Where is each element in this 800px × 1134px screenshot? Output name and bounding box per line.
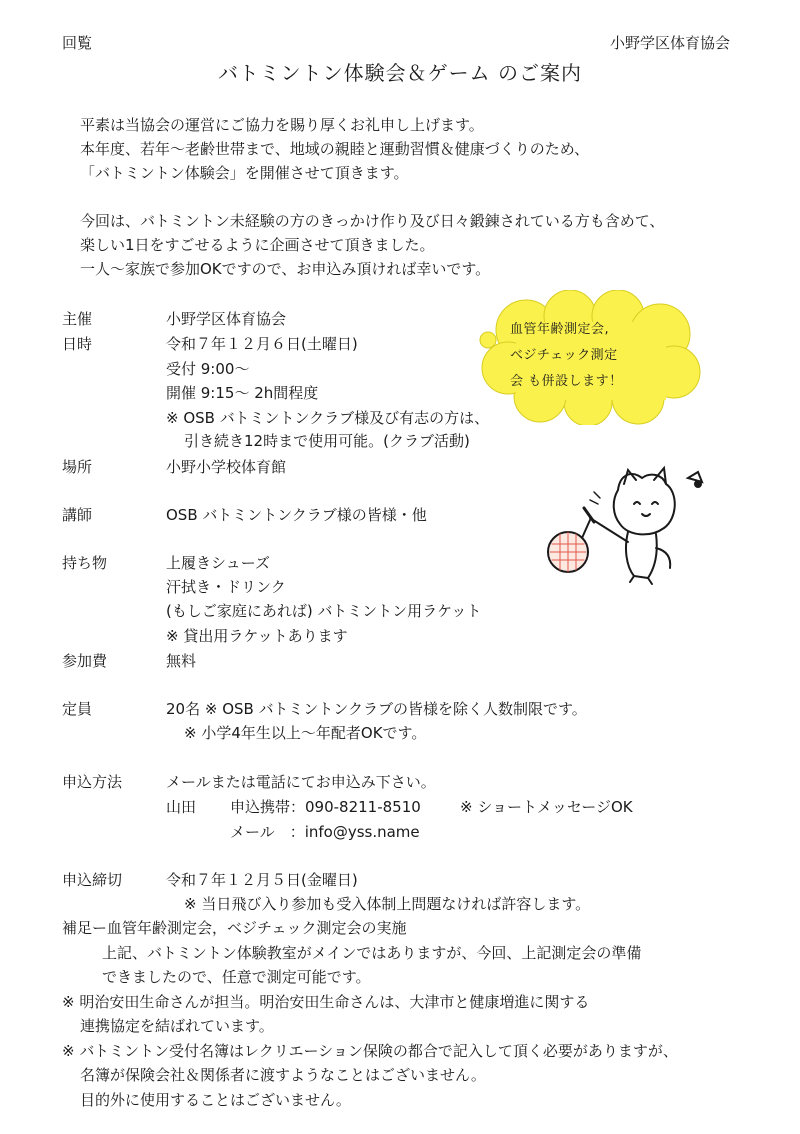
- deadline-value: 令和７年１２月５日(金曜日): [166, 871, 358, 889]
- footer-line: 目的外に使用することはございません。: [80, 1091, 351, 1109]
- fee-value: 無料: [166, 652, 197, 670]
- instructor-value: OSB バトミントンクラブ様の皆様・他: [166, 506, 427, 524]
- fee-label: 参加費: [62, 652, 108, 670]
- place-label: 場所: [62, 458, 93, 476]
- capacity-note: ※ 小学4年生以上～年配者OKです。: [184, 724, 427, 742]
- contact-name: 山田: [166, 798, 197, 816]
- intro-line: 今回は、バトミントン未経験の方のきっかけ作り及び日々鍛錬されている方も含めて、: [80, 212, 665, 230]
- intro-line: 一人～家族で参加OKですので、お申込み頂ければ幸いです。: [80, 260, 491, 278]
- organization-name: 小野学区体育協会: [609, 34, 730, 52]
- instructor-label: 講師: [62, 506, 93, 524]
- contact-phone: 申込携帯：090-8211-8510: [230, 798, 421, 816]
- footer-line: ※ バトミントン受付名簿はレクリエーション保険の都合で記入して頂く必要がありますが、: [62, 1042, 678, 1060]
- apply-label: 申込方法: [62, 773, 123, 791]
- capacity-label: 定員: [62, 700, 93, 718]
- footer-line: ※ 明治安田生命さんが担当。明治安田生命さんは、大津市と健康増進に関する: [62, 993, 590, 1011]
- place-value: 小野小学校体育館: [166, 458, 287, 476]
- shuttlecock-icon: [688, 472, 702, 487]
- opening-time: 開催 9:15～ 2h間程度: [166, 384, 319, 402]
- event-date: 令和７年１２月６日(土曜日): [166, 335, 358, 353]
- footer-line: できましたので、任意で測定可能です。: [102, 968, 371, 986]
- circulate-label: 回覧: [62, 34, 93, 52]
- datetime-label: 日時: [62, 335, 93, 353]
- club-note: ※ OSB バトミントンクラブ様及び有志の方は、: [166, 409, 490, 427]
- item: ※ 貸出用ラケットあります: [166, 627, 348, 645]
- cat-badminton-illustration: [538, 448, 718, 588]
- deadline-label: 申込締切: [62, 871, 123, 889]
- contact-email: メール ：info@yss.name: [230, 823, 420, 841]
- intro-line: 平素は当協会の運営にご協力を賜り厚くお礼申し上げます。: [80, 116, 484, 134]
- organizer-label: 主催: [62, 310, 93, 328]
- deadline-note: ※ 当日飛び入り参加も受入体制上問題なければ許容します。: [184, 895, 591, 913]
- footer-line: 連携協定を結ばれています。: [80, 1017, 274, 1035]
- reception-time: 受付 9:00～: [166, 360, 250, 378]
- cloud-text-line: 会 も併設します！: [510, 374, 623, 389]
- club-note-continued: 引き続き12時まで使用可能。(クラブ活動): [184, 432, 470, 450]
- intro-line: 「バトミントン体験会」を開催させて頂きます。: [80, 164, 409, 182]
- footer-line: 上記、バトミントン体験教室がメインではありますが、今回、上記測定会の準備: [102, 944, 642, 962]
- items-label: 持ち物: [62, 554, 108, 572]
- footer-line: 補足ー血管年齢測定会，ベジチェック測定会の実施: [62, 919, 407, 937]
- apply-method: メールまたは電話にてお申込み下さい。: [166, 773, 436, 791]
- cloud-text-line: ベジチェック測定: [510, 348, 618, 363]
- intro-line: 楽しい1日をすごせるように企画させて頂きました。: [80, 236, 435, 254]
- cloud-text-line: 血管年齢測定会,: [510, 322, 610, 337]
- footer-line: 名簿が保険会社＆関係者に渡すようなことはございません。: [80, 1066, 486, 1084]
- intro-line: 本年度、若年～老齢世帯まで、地域の親睦と運動習慣＆健康づくりのため、: [80, 140, 590, 158]
- capacity-value: 20名 ※ OSB バトミントンクラブの皆様を除く人数制限です。: [166, 700, 587, 718]
- item: (もしご家庭にあれば) バトミントン用ラケット: [166, 602, 482, 620]
- page-title: バトミントン体験会＆ゲーム のご案内: [218, 61, 582, 85]
- organizer-value: 小野学区体育協会: [166, 310, 287, 328]
- sms-note: ※ ショートメッセージOK: [460, 798, 633, 816]
- item: 汗拭き・ドリンク: [166, 578, 286, 596]
- item: 上履きシューズ: [166, 554, 270, 572]
